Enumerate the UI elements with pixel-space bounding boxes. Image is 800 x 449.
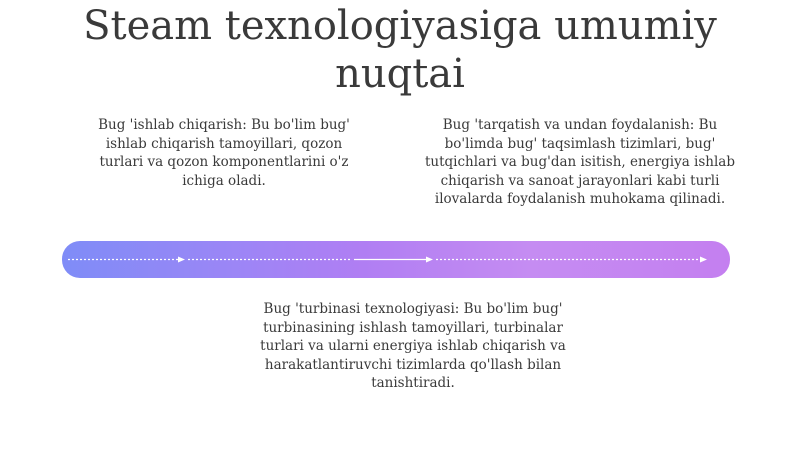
section-steam-production: Bug 'ishlab chiqarish: Bu bo'lim bug' ishlab chiqarish tamoyillari, qozon turlari va qozon komponentlarini o'z ichiga oladi. <box>98 117 350 189</box>
timeline-bar <box>62 241 730 278</box>
timeline-arrow-head-1 <box>178 257 185 263</box>
timeline-arrows <box>62 241 730 278</box>
section-steam-turbine: Bug 'turbinasi texnologiyasi: Bu bo'lim bug' turbinasining ishlash tamoyillari, turbinalar turlari va ularni energiya ishlab chiqarish va harakatlantiruvchi tizimlarda qo'llash bilan tanishtiradi. <box>260 301 566 391</box>
slide-title: Steam texnologiyasiga umumiy nuqtai <box>83 3 717 97</box>
section-steam-distribution: Bug 'tarqatish va undan foydalanish: Bu bo'limda bug' taqsimlash tizimlari, bug' tutqichlari va bug'dan isitish, energiya ishlab chiqarish va sanoat jarayonlari kabi turli ilovalarda foydalanish muhokama qilinadi. <box>424 117 736 207</box>
timeline-arrow-head-2 <box>426 257 433 263</box>
timeline-arrow-head-3 <box>700 257 707 263</box>
